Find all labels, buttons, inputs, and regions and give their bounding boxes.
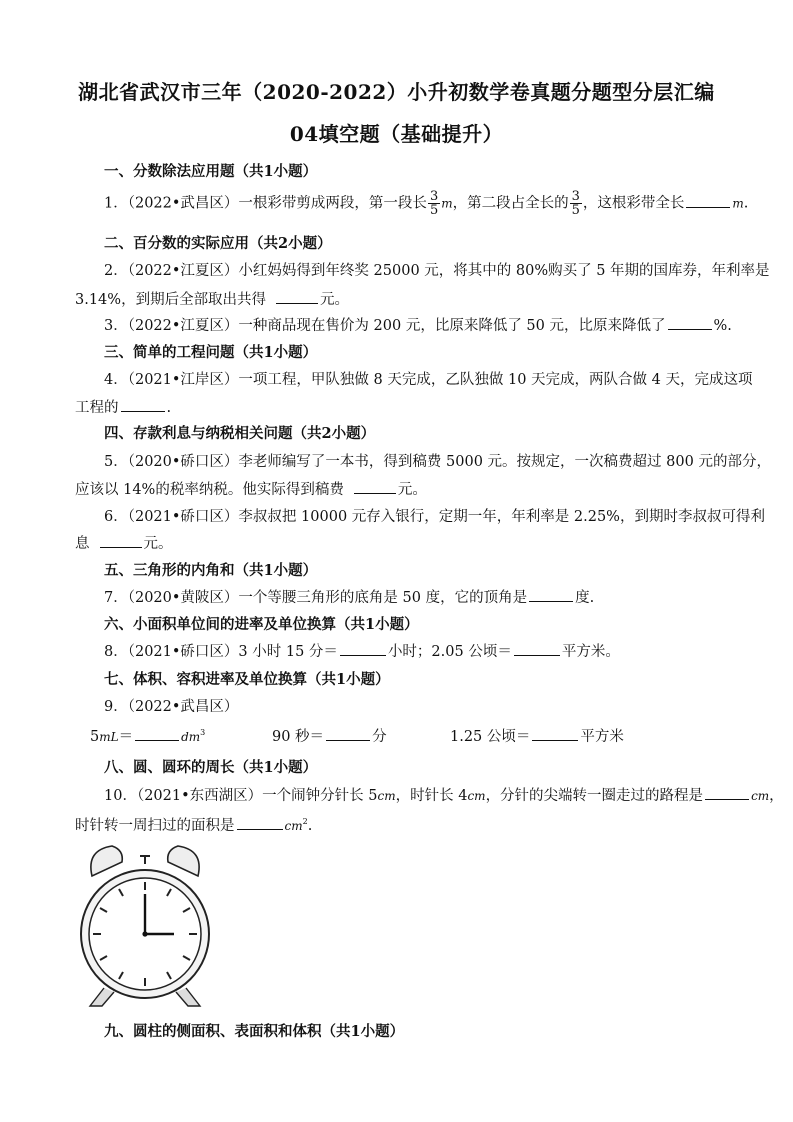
section-heading-9: 九、圆柱的侧面积、表面积和体积（共1小题） [104, 1023, 405, 1040]
section-heading-3: 三、简单的工程问题（共1小题） [104, 344, 318, 361]
question-5-line-2: 应该以 14%的税率纳税。他实际得到稿费 元。 [75, 478, 427, 499]
answer-blank[interactable] [705, 785, 749, 800]
question-9-part-1: $5mL= dm^3$ [90, 725, 205, 746]
answer-blank[interactable] [686, 193, 730, 208]
question-9-part-2: 90 秒＝ 分 [272, 725, 387, 746]
answer-blank[interactable] [100, 533, 142, 548]
section-heading-7: 七、体积、容积进率及单位换算（共1小题） [104, 671, 390, 688]
section-heading-6: 六、小面积单位间的进率及单位换算（共1小题） [104, 616, 419, 633]
fraction-3-5-b: $\frac{3}{5}$ [571, 189, 580, 218]
question-1-text-a: 1．（2022•武昌区）一根彩带剪成两段，第一段长 [104, 195, 427, 212]
page-subtitle: 04填空题（基础提升） [289, 122, 504, 146]
section-heading-8: 八、圆、圆环的周长（共1小题） [104, 759, 318, 776]
right-leg [176, 988, 200, 1006]
question-8: 8．（2021•硚口区）3 小时 15 分＝ 小时；2.05 公顷＝ 平方米。 [104, 640, 620, 661]
answer-blank[interactable] [514, 641, 560, 656]
left-bell-icon [91, 846, 122, 876]
question-2-line-2: 3.14%，到期后全部取出共得 元。 [75, 288, 349, 309]
question-4-line-2: 工程的 . [75, 396, 171, 417]
section-heading-4: 四、存款利息与纳税相关问题（共2小题） [104, 425, 376, 442]
answer-blank[interactable] [135, 726, 179, 741]
fraction-3-5: $\frac{3}{5}$ [429, 189, 439, 218]
section-heading-5: 五、三角形的内角和（共1小题） [104, 562, 318, 579]
question-4-line-1: 4．（2021•江岸区）一项工程，甲队独做 8 天完成，乙队独做 10 天完成，两队合做 4 天，完成这项 [104, 372, 753, 388]
answer-blank[interactable] [121, 397, 165, 412]
section-heading-1: 一、分数除法应用题（共1小题） [104, 163, 318, 180]
question-6-line-2: 息 元。 [75, 532, 173, 553]
answer-blank[interactable] [668, 315, 712, 330]
answer-blank[interactable] [532, 726, 578, 741]
unit-m: m [732, 196, 744, 211]
unit-m: m [441, 196, 453, 211]
page-title: 湖北省武汉市三年（2020-2022）小升初数学卷真题分题型分层汇编 [78, 80, 715, 104]
answer-blank[interactable] [326, 726, 370, 741]
answer-blank[interactable] [340, 641, 386, 656]
left-leg [90, 988, 114, 1006]
question-9-part-3: 1.25 公顷＝ 平方米 [450, 725, 624, 746]
section-heading-2: 二、百分数的实际应用（共2小题） [104, 235, 332, 252]
question-1-text-c: ，这根彩带全长 [582, 195, 685, 212]
question-1-text-b: ，第二段占全长的 [452, 195, 569, 212]
question-3: 3．（2022•江夏区）一种商品现在售价为 200 元，比原来降低了 50 元，比原来降低了 %. [104, 314, 732, 335]
answer-blank[interactable] [237, 815, 283, 830]
question-10-line-1: 10．（2021•东西湖区）一个闹钟分针长 5cm，时针长 4cm，分针的尖端转一圈走过的路程是 cm， [104, 784, 784, 805]
answer-blank[interactable] [354, 479, 396, 494]
answer-blank[interactable] [529, 587, 573, 602]
question-1: 1．（2022•武昌区）一根彩带剪成两段，第一段长 $\frac{3}{5}$ m，第二段占全长的 $\frac{3}{5}$ ，这根彩带全长 m. [104, 189, 749, 218]
question-2-line-1: 2．（2022•江夏区）小红妈妈得到年终奖 25000 元，将其中的 80%购买了 5 年期的国库券，年利率是 [104, 263, 770, 279]
question-10-line-2: 时针转一周扫过的面积是 $cm^2$. [75, 814, 312, 835]
question-6-line-1: 6．（2021•硚口区）李叔叔把 10000 元存入银行，定期一年，年利率是 2.25%，到期时李叔叔可得利 [104, 509, 765, 525]
answer-blank[interactable] [276, 289, 318, 304]
alarm-clock-illustration [78, 838, 212, 1010]
question-9-heading: 9．（2022•武昌区） [104, 699, 239, 715]
question-5-line-1: 5．（2020•硚口区）李老师编写了一本书，得到稿费 5000 元。按规定，一次稿费超过 800 元的部分， [104, 454, 771, 470]
right-bell-icon [168, 846, 199, 876]
question-7: 7．（2020•黄陂区）一个等腰三角形的底角是 50 度，它的顶角是 度. [104, 586, 594, 607]
